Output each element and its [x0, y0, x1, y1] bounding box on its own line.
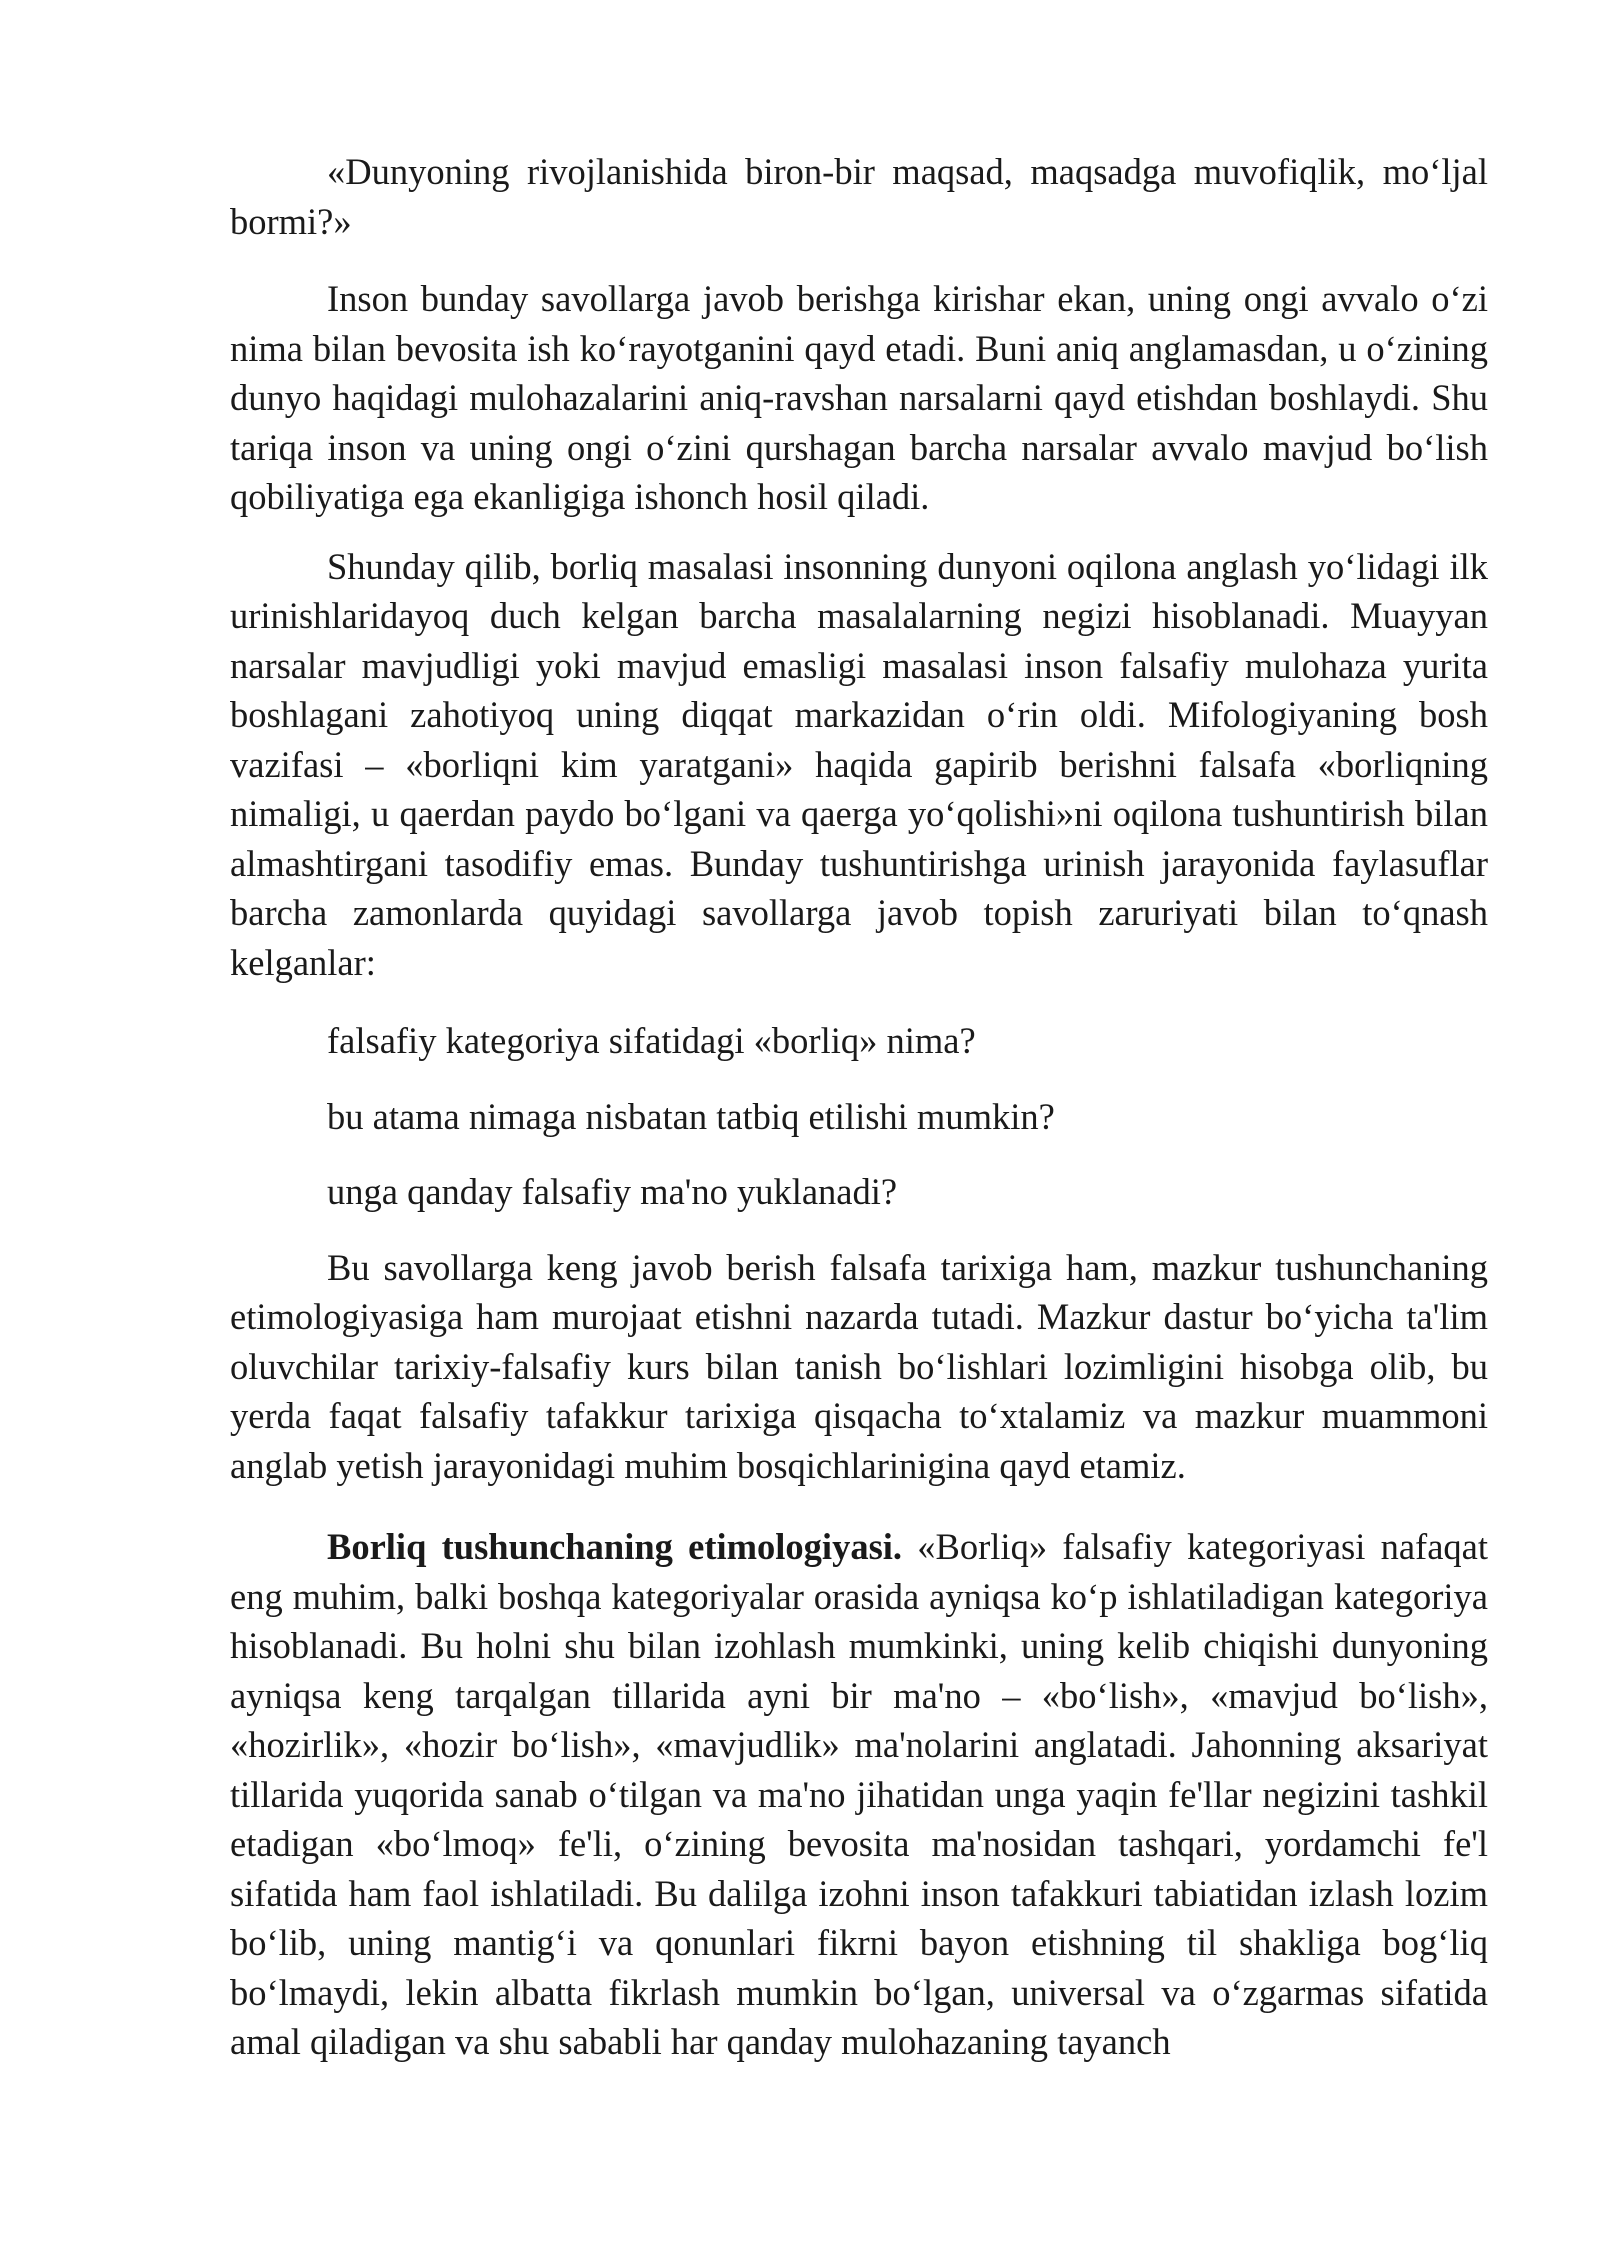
- paragraph-being-problem: Shunday qilib, borliq masalasi insonning dunyoni oqilona anglash yo‘lidagi ilk urinishlaridayoq duch kelgan barcha masalalarning negizi hisoblanadi. Muayyan narsalar mavjudligi yoki mavjud emasligi masalasi inson falsafiy mulohaza yurita boshlagani zahotiyoq uning diqqat markazidan o‘rin oldi. Mifologiyaning bosh vazifasi – «borliqni kim yaratgani» haqida gapirib berishni falsafa «borliqning nimaligi, u qaerdan paydo bo‘lgani va qaerga yo‘qolishi»ni oqilona tushuntirish bilan almashtirgani tasodifiy emas. Bunday tushuntirishga urinish jarayonida faylasuflar barcha zamonlarda quyidagi savollarga javob topish zaruriyati bilan to‘qnash kelganlar:: [230, 545, 1488, 983]
- section-heading: Borliq tushunchaning etimologiyasi.: [327, 1526, 903, 1567]
- paragraph-opening-question: «Dunyoning rivojlanishida biron-bir maqsad, maqsadga muvofiqlik, mo‘ljal bormi?»: [230, 151, 1488, 242]
- question-item: falsafiy kategoriya sifatidagi «borliq» nima?: [327, 1020, 976, 1061]
- paragraph-consciousness: Inson bunday savollarga javob berishga kirishar ekan, uning ongi avvalo o‘zi nima bilan bevosita ish ko‘rayotganini qayd etadi. Buni aniq anglamasdan, u o‘zining dunyo haqidagi mulohazalarini aniq-ravshan narsalarni qayd etishdan boshlaydi. Shu tariqa inson va uning ongi o‘zini qurshagan barcha narsalar avvalo mavjud bo‘lish qobiliyatiga ega ekanligiga ishonch hosil qiladi.: [230, 278, 1488, 517]
- paragraph-history-etymology: Bu savollarga keng javob berish falsafa tarixiga ham, mazkur tushunchaning etimologiyasiga ham murojaat etishni nazarda tutadi. Mazkur dastur bo‘yicha ta'lim oluvchilar tarixiy-falsafiy kurs bilan tanish bo‘lishlari lozimligini hisobga olib, bu yerda faqat falsafiy tafakkur tarixiga qisqacha to‘xtalamiz va mazkur muammoni anglab yetish jarayonidagi muhim bosqichlarinigina qayd etamiz.: [230, 1246, 1488, 1486]
- question-item: bu atama nimaga nisbatan tatbiq etilishi mumkin?: [327, 1095, 1055, 1137]
- question-item: unga qanday falsafiy ma'no yuklanadi?: [327, 1171, 898, 1212]
- section-text: «Borliq» falsafiy kategoriyasi nafaqat eng muhim, balki boshqa kategoriyalar orasida ayniqsa ko‘p ishlatiladigan kategoriya hisoblanadi. Bu holni shu bilan izohlash mumkinki, uning kelib chiqishi dunyoning ayniqsa keng tarqalgan tillarida ayni bir ma'no – «bo‘lish», «mavjud bo‘lish», «hozirlik», «hozir bo‘lish», «mavjudlik» ma'nolarini anglatadi. Jahonning aksariyat tillarida yuqorida sanab o‘tilgan va ma'no jihatidan unga yaqin fe'llar negizini tashkil etadigan «bo‘lmoq» fe'li, o‘zining bevosita ma'nosidan tashqari, yordamchi fe'l sifatida ham faol ishlatiladi. Bu dalilga izohni inson tafakkuri tabiatidan izlash lozim bo‘lib, uning mantig‘i va qonunlari fikrni bayon etishning til shakliga bog‘liq bo‘lmaydi, lekin albatta fikrlash mumkin bo‘lgan, universal va o‘zgarmas sifatida amal qiladigan va shu sababli har qanday mulohazaning tayanch: [230, 1526, 1488, 2062]
- document-body: [230, 147, 1488, 2067]
- paragraph-etymology-section: [230, 1522, 1488, 2067]
